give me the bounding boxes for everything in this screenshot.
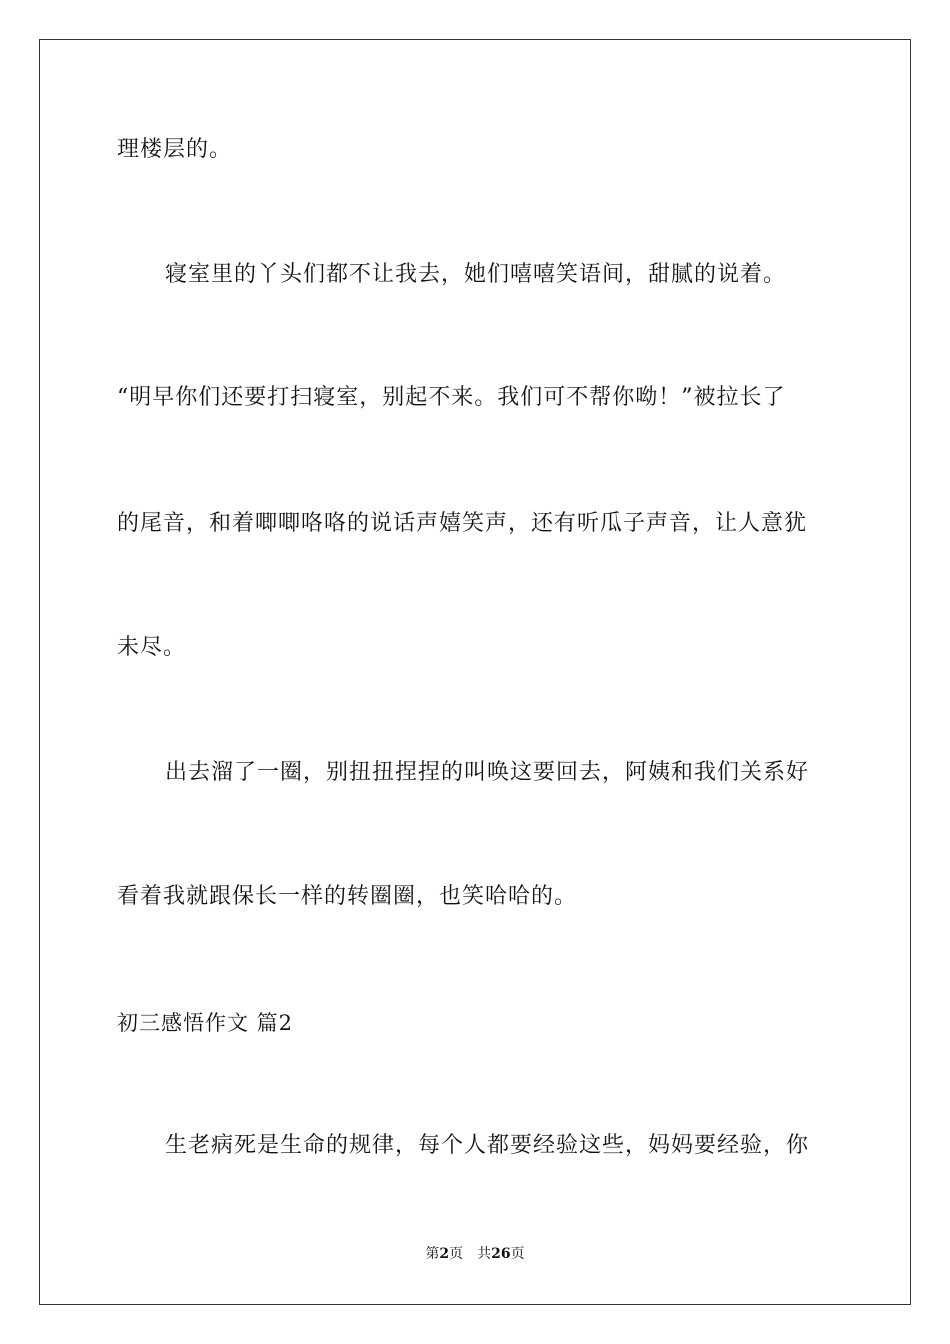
body-line-3: “明早你们还要打扫寝室，别起不来。我们可不帮你呦！”被拉长了 (117, 385, 786, 410)
total-suffix: 页 (510, 1246, 525, 1262)
section-heading: 初三感悟作文 篇2 (117, 1011, 294, 1035)
page-number: 2 (439, 1246, 450, 1262)
body-line-5: 未尽。 (117, 635, 187, 660)
total-prefix: 共 (477, 1246, 492, 1262)
body-line-6: 出去溜了一圈，别扭扭捏捏的叫唤这要回去，阿姨和我们关系好 (165, 760, 810, 785)
page-prefix: 第 (425, 1246, 440, 1262)
body-line-8: 生老病死是生命的规律，每个人都要经验这些，妈妈要经验，你 (165, 1133, 810, 1158)
body-line-2: 寝室里的丫头们都不让我去，她们嘻嘻笑语间，甜腻的说着。 (165, 262, 787, 287)
body-line-1: 理楼层的。 (117, 137, 233, 162)
body-line-4: 的尾音，和着唧唧咯咯的说话声嬉笑声，还有听瓜子声音，让人意犹 (117, 511, 808, 536)
page-footer (0, 1244, 950, 1264)
total-pages: 26 (491, 1246, 511, 1262)
page-border (39, 39, 911, 1305)
body-line-7: 看着我就跟保长一样的转圈圈，也笑哈哈的。 (117, 884, 578, 909)
page-suffix: 页 (449, 1246, 464, 1262)
